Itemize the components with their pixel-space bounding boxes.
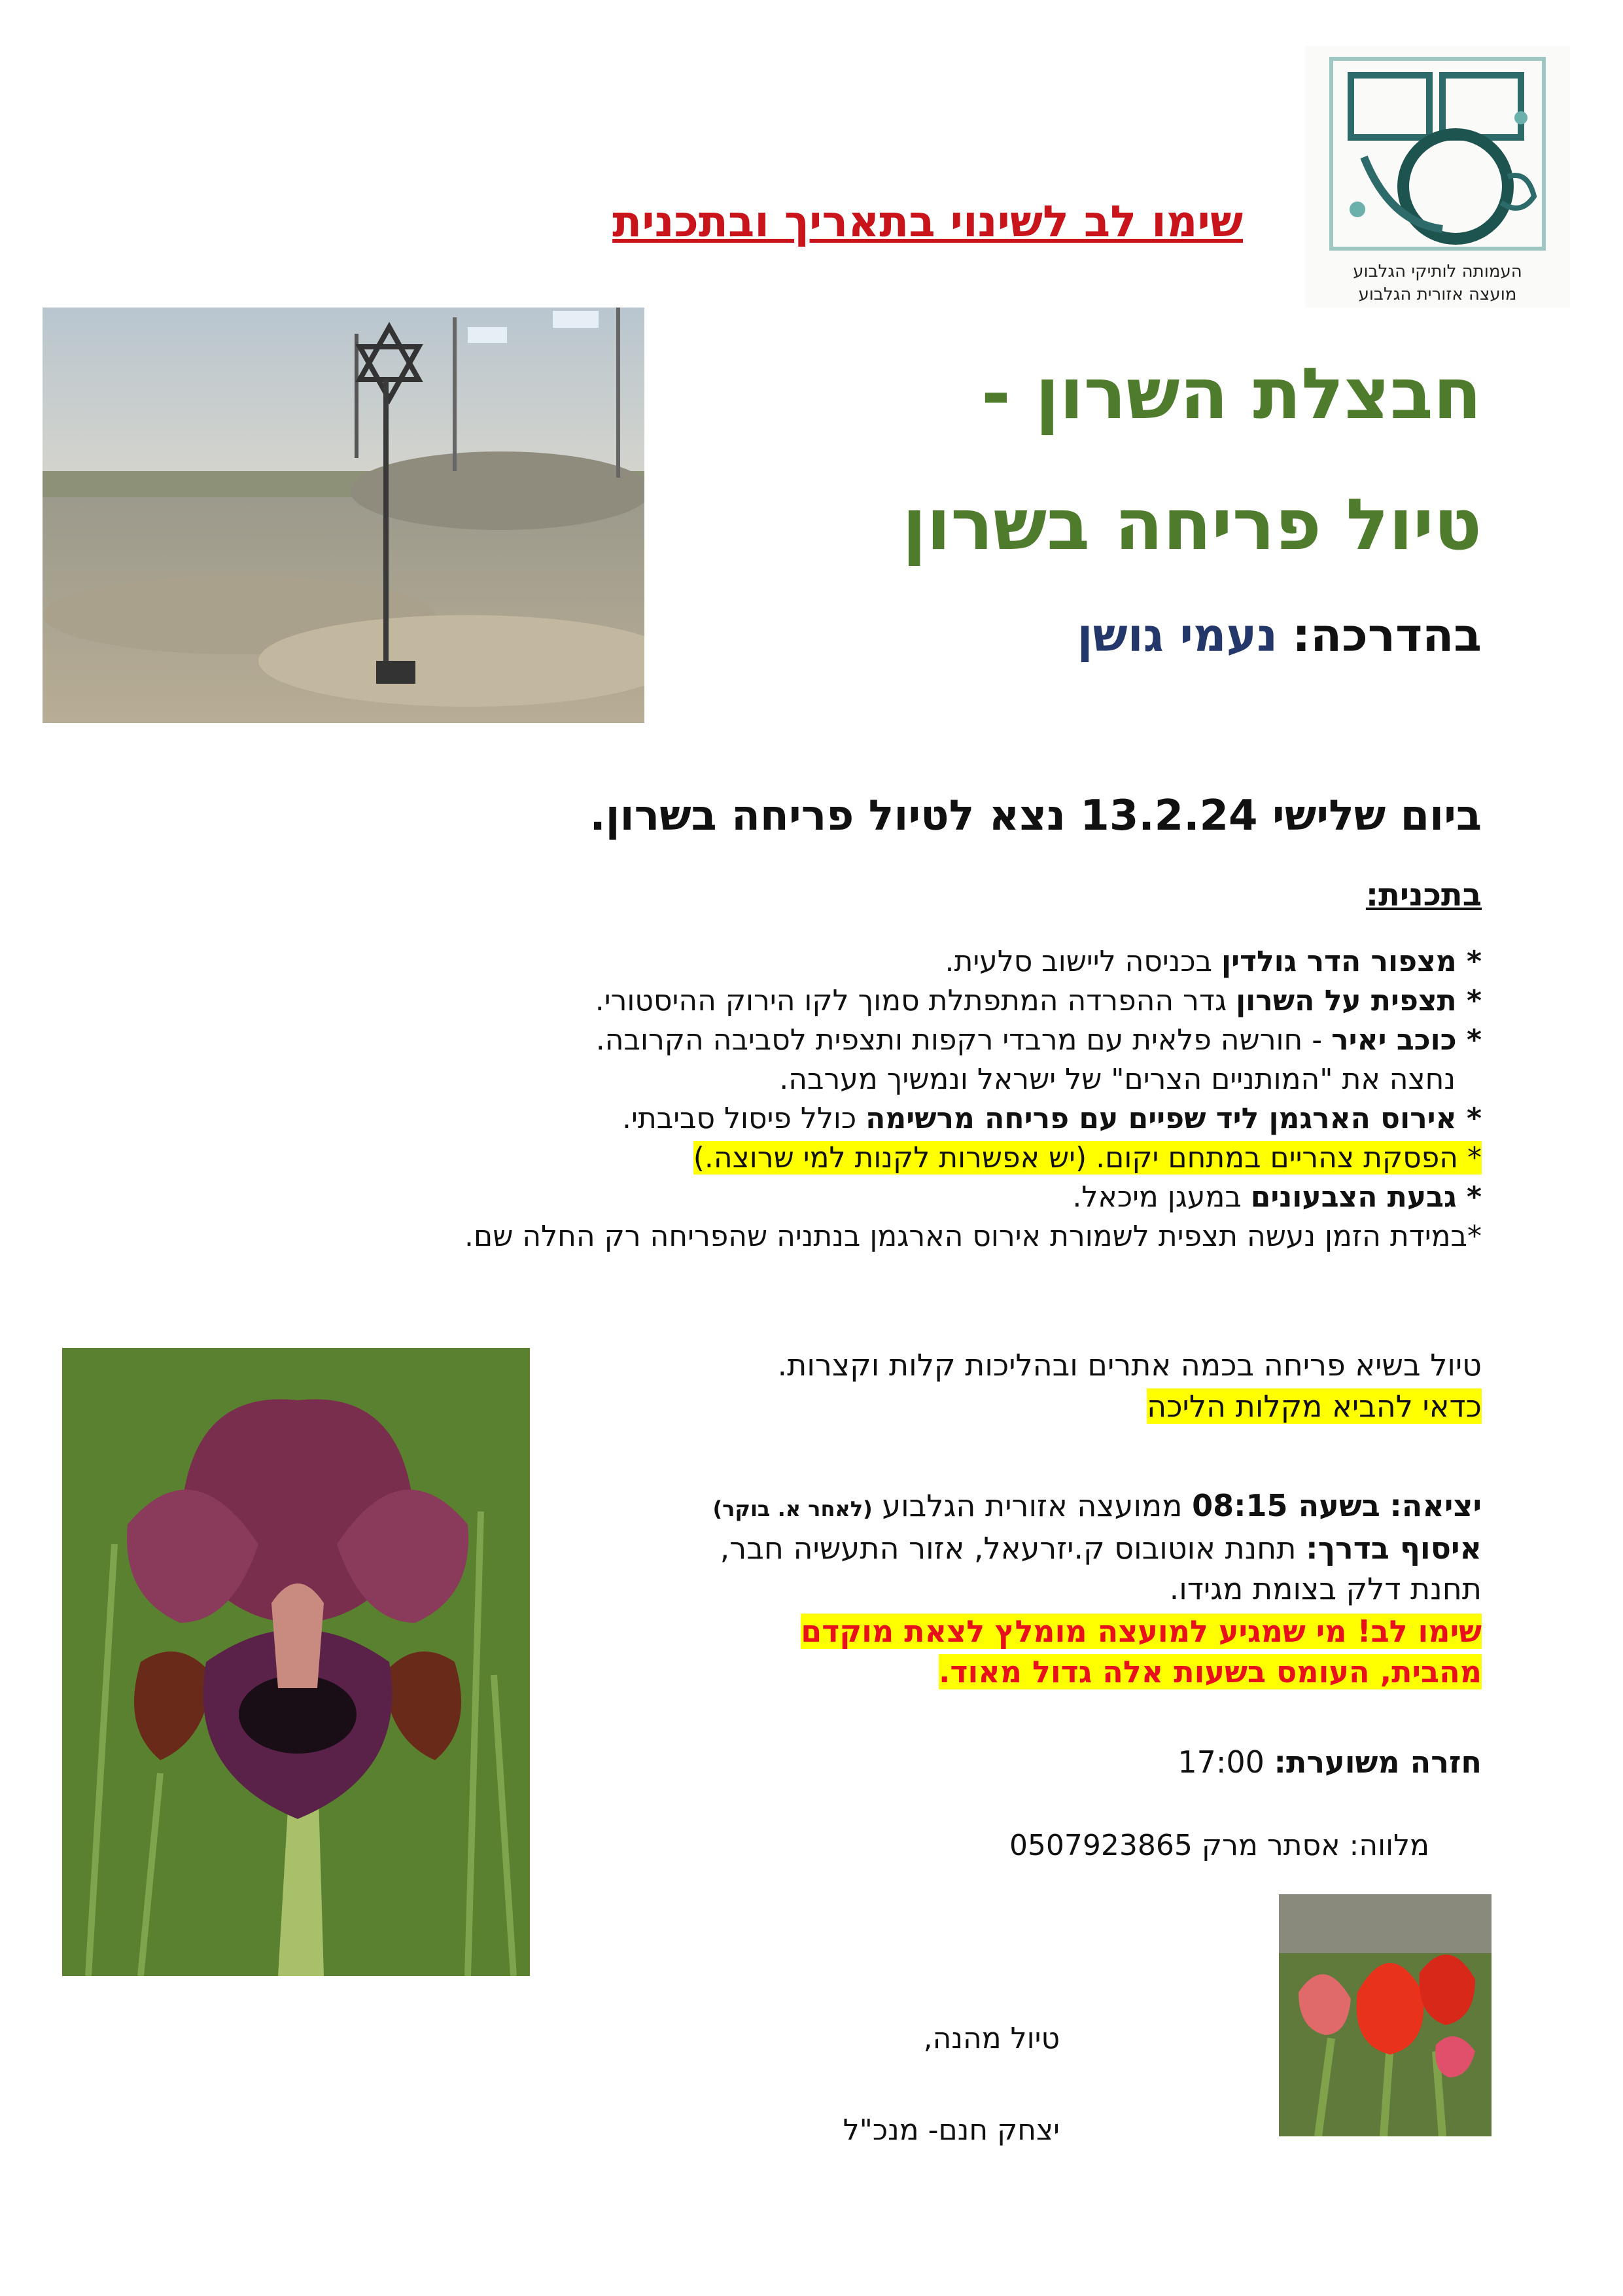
itinerary-item: * תצפית על השרון גדר ההפרדה המתפתלת סמוך לקו הירוק ההיסטורי. xyxy=(595,984,1482,1017)
walking-sticks-note: כדאי להביא מקלות הליכה xyxy=(1147,1388,1482,1424)
guide-label: בהדרכה: xyxy=(1292,609,1482,662)
itinerary-item: * מצפור הדר גולדין בכניסה ליישוב סלעית. xyxy=(945,945,1482,978)
guide-name: נעמי גושן xyxy=(1077,609,1278,662)
itinerary-item: * אירוס הארגמן ליד שפיים עם פריחה מרשימה כולל פיסול סביבתי. xyxy=(622,1102,1482,1135)
tulip-photo xyxy=(1279,1894,1492,2136)
trip-headline: ביום שלישי 13.2.24 נצא לטיול פריחה בשרון. xyxy=(589,792,1482,840)
logo-caption-line1: העמותה לותיקי הגלבוע xyxy=(1353,262,1522,281)
logo-mark-icon xyxy=(1305,46,1570,262)
logo-caption-line2: מועצה אזורית הגלבוע xyxy=(1358,285,1517,304)
itinerary-item: נחצה את "המותניים הצרים" של ישראל ונמשיך מערבה. xyxy=(779,1063,1456,1096)
association-logo xyxy=(1305,46,1570,308)
departure-line: יציאה: בשעה 08:15 ממועצה אזורית הגלבוע (לאחר א. בוקר) xyxy=(712,1488,1482,1523)
change-notice: שימו לב לשינוי בתאריך ובתכנית xyxy=(612,196,1243,247)
itinerary-item: * גבעת הצבעונים במעגן מיכאל. xyxy=(1072,1180,1482,1214)
memorial-photo xyxy=(43,308,644,723)
itinerary-item: * כוכב יאיר - חורשה פלאית עם מרבדי רקפות ותצפית לסביבה הקרובה. xyxy=(595,1023,1482,1057)
itinerary-item: * הפסקת צהריים במתחם יקום. (יש אפשרות לקנות למי שרוצה.) xyxy=(693,1141,1482,1174)
iris-photo xyxy=(62,1348,530,1976)
title-line2: טיול פריחה בשרון xyxy=(902,484,1482,566)
plan-label: בתכנית: xyxy=(1365,877,1482,913)
pickup-line2: תחנת דלק בצומת מגידו. xyxy=(1169,1571,1482,1606)
signature: יצחק חנם- מנכ"ל xyxy=(843,2113,1060,2147)
escort-line: מלווה: אסתר מרק 0507923865 xyxy=(1009,1829,1429,1862)
pickup-line: איסוף בדרך: תחנת אוטובוס ק.יזרעאל, אזור התעשיה חבר, xyxy=(720,1530,1482,1566)
return-line: חזרה משוערת: 17:00 xyxy=(1178,1744,1482,1780)
itinerary-item: *במידת הזמן נעשה תצפית לשמורת אירוס הארגמן בנתניה שהפריחה רק החלה שם. xyxy=(464,1220,1482,1253)
closing-line: טיול מהנה, xyxy=(923,2022,1060,2055)
warning-line1: שימו לב! מי שמגיע למועצה מומלץ לצאת מוקדם xyxy=(801,1614,1482,1649)
warning-line2: מהבית, העומס בשעות אלה גדול מאוד. xyxy=(938,1654,1482,1689)
trip-note: טיול בשיא פריחה בכמה אתרים ובהליכות קלות וקצרות. xyxy=(777,1347,1482,1383)
guide-line xyxy=(720,609,1482,662)
title-line1: חבצלת השרון - xyxy=(981,353,1482,435)
